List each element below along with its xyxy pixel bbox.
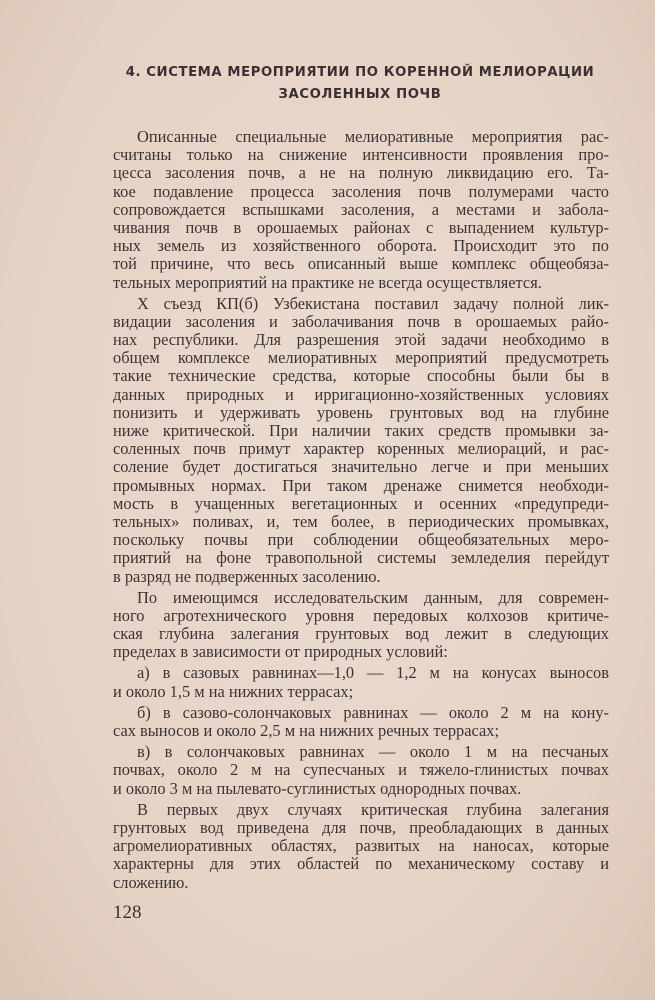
list-item-b bbox=[113, 704, 609, 740]
paragraph-intro bbox=[113, 128, 609, 292]
paragraph-congress bbox=[113, 295, 609, 586]
text-line: ниже критической. При наличии таких средств промывки за- bbox=[113, 421, 609, 440]
text-line: приятий на фоне травопольной системы земледелия перейдут bbox=[113, 548, 609, 568]
text-line: промывных нормах. При таком дренаже снимется необходи- bbox=[113, 475, 609, 495]
text-line: сложению. bbox=[113, 872, 189, 892]
text-line: данных природных и ирригационно-хозяйственных условиях bbox=[113, 384, 609, 404]
text-line: в) в солончаковых равнинах — около 1 м на песчаных bbox=[137, 742, 609, 762]
text-line: характерны для этих областей по механическому составу и bbox=[113, 854, 609, 874]
text-line: такие технические средства, которые способны были бы в bbox=[113, 366, 609, 386]
text-line: ных земель из хозяйственного оборота. Происходит это по bbox=[113, 236, 609, 256]
text-line: сопровождается вспышками засоления, а местами и забола- bbox=[113, 199, 609, 219]
text-line: и около 3 м на пылевато-суглинистых однородных почвах. bbox=[113, 778, 522, 798]
page-number: 128 bbox=[113, 902, 142, 923]
text-line: пределах в зависимости от природных условий: bbox=[113, 642, 448, 662]
text-line: тельных мероприятий на практике не всегда осуществляется. bbox=[113, 272, 542, 292]
text-line: В первых двух случаях критическая глубина залегания bbox=[137, 799, 609, 819]
text-line: По имеющимся исследовательским данным, для современ- bbox=[137, 587, 609, 607]
text-line: мость в учащенных вегетационных и осенних «предупреди- bbox=[113, 493, 609, 513]
section-heading-line-2: ЗАСОЛЕННЫХ ПОЧВ bbox=[278, 87, 442, 102]
text-line: и около 1,5 м на нижних террасах; bbox=[113, 681, 354, 701]
text-line: соленных почв примут характер коренных мелиораций, и рас- bbox=[113, 439, 609, 459]
text-line: цесса засоления почв, а не на полную ликвидацию его. Та- bbox=[113, 163, 609, 183]
text-line: кое подавление процесса засоления почв полумерами часто bbox=[113, 181, 609, 201]
text-line: грунтовых вод приведена для почв, преобладающих в данных bbox=[113, 817, 609, 837]
text-line: сах выносов и около 2,5 м на нижних речных террасах; bbox=[113, 721, 500, 740]
text-line: поскольку почвы при соблюдении общеобязательных меро- bbox=[113, 530, 609, 550]
text-line: общем комплексе мелиоративных мероприятий предусмотреть bbox=[113, 348, 609, 368]
paragraph-conclusion bbox=[113, 801, 609, 892]
text-line: б) в сазово-солончаковых равнинах — около 2 м на кону- bbox=[137, 702, 609, 722]
text-line: ская глубина залегания грунтовых вод лежит в следующих bbox=[113, 624, 609, 644]
text-line: Описанные специальные мелиоративные мероприятия рас- bbox=[137, 127, 609, 146]
text-line: видации засоления и заболачивания почв в орошаемых райо- bbox=[113, 311, 609, 331]
text-line: тельных» поливах, и, тем более, в периодических промывках, bbox=[113, 511, 609, 531]
section-heading-line-1: 4. СИСТЕМА МЕРОПРИЯТИИ ПО КОРЕННОЙ МЕЛИОРАЦИИ bbox=[125, 65, 595, 80]
paragraph-critical-depth bbox=[113, 589, 609, 662]
text-line: нах республики. Для разрешения этой задачи необходимо в bbox=[113, 330, 609, 350]
text-line: в разряд не подверженных засолению. bbox=[113, 566, 381, 586]
text-line: почвах, около 2 м на супесчаных и тяжело-глинистых почвах bbox=[113, 760, 609, 780]
text-line: соление будет достигаться значительно легче и при меньших bbox=[113, 457, 609, 477]
text-line: считаны только на снижение интенсивности проявления про- bbox=[113, 145, 609, 165]
text-line: той причине, что весь описанный выше комплекс общеобяза- bbox=[113, 254, 609, 274]
list-item-c bbox=[113, 743, 609, 798]
list-item-a bbox=[113, 664, 609, 700]
body-text bbox=[113, 128, 609, 895]
text-line: ного агротехнического уровня передовых колхозов критиче- bbox=[113, 605, 609, 625]
text-line: агромелиоративных областях, развитых на наносах, которые bbox=[113, 836, 609, 856]
text-line: X съезд КП(б) Узбекистана поставил задачу полной лик- bbox=[137, 293, 609, 313]
text-line: а) в сазовых равнинах—1,0 — 1,2 м на конусах выносов bbox=[137, 663, 609, 683]
text-line: понизить и удерживать уровень грунтовых вод на глубине bbox=[113, 402, 609, 422]
text-line: чивания почв в орошаемых районах с выпадением культур- bbox=[113, 217, 609, 237]
